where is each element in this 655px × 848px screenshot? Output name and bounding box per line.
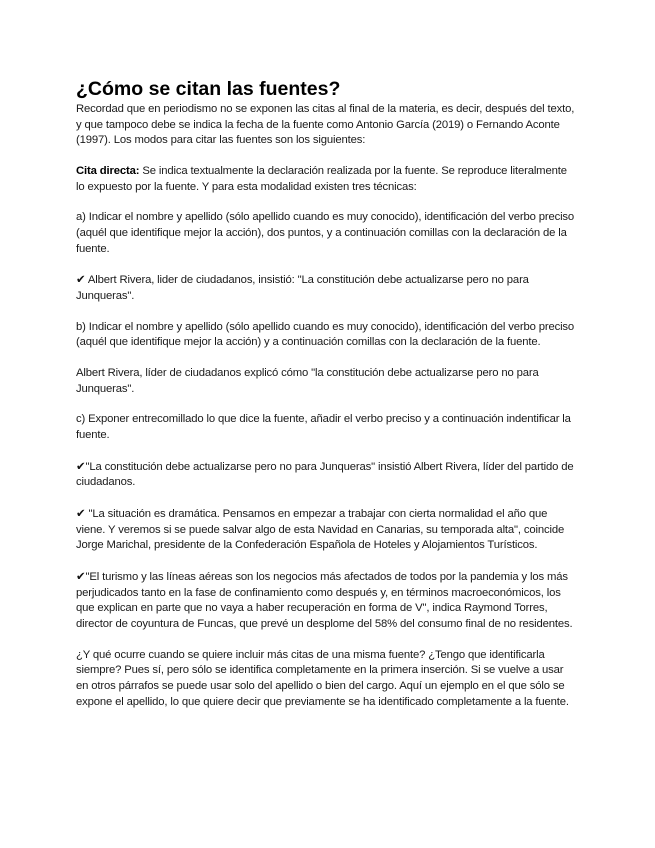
example-b-paragraph: Albert Rivera, líder de ciudadanos explicó cómo "la constitución debe actualizarse pero no para Junqueras". [76,367,539,395]
check-mark-icon: ✔ [76,506,86,521]
technique-a-paragraph: a) Indicar el nombre y apellido (sólo apellido cuando es muy conocido), identificación del verbo preciso (aquél que identifique mejor la acción), dos puntos, y a continuación comillas con la declaración de la fuente. [76,211,575,255]
example-c3-text: "El turismo y las líneas aéreas son los negocios más afectados de todos por la pandemia y los más perjudicados tanto en la fase de confinamiento como después y, en términos macroeconómicos, los que explican en parte que no vaya a haber recuperación en forma de V", indica Raymond Torres, director de coyuntura de Funcas, que prevé un desplome del 58% del consumo final de no residentes. [76,571,573,630]
intro-paragraph: Recordad que en periodismo no se exponen las citas al final de la materia, es decir, después del texto, y que tampoco debe se indica la fecha de la fuente como Antonio García (2019) o Fernando Aconte (1997). Los modos para citar las fuentes son los siguientes: [76,103,575,147]
direct-citation-paragraph [76,164,578,195]
document-page [76,78,578,725]
example-a-paragraph [76,272,578,304]
example-c2-paragraph [76,506,578,554]
technique-c-paragraph: c) Exponer entrecomillado lo que dice la fuente, añadir el verbo preciso y a continuación indentificar la fuente. [76,413,571,442]
check-mark-icon: ✔ [76,458,86,473]
technique-b-paragraph: b) Indicar el nombre y apellido (sólo apellido cuando es muy conocido), identificación del verbo preciso (aquél que identifique mejor la acción) y a continuación comillas con la declaración de la fuente. [76,320,575,349]
example-c1-text: "La constitución debe actualizarse pero no para Junqueras" insistió Albert Rivera, líder del partido de ciudadanos. [76,460,574,489]
direct-citation-label: Cita directa: [76,164,140,177]
document-title: ¿Cómo se citan las fuentes? [76,78,341,100]
check-mark-icon: ✔ [76,569,86,584]
example-c1-paragraph [76,459,578,491]
example-c2-text: "La situación es dramática. Pensamos en empezar a trabajar con cierta normalidad el año que viene. Y veremos si se puede salvar algo de esta Navidad en Canarias, su temporada alta", coincide Jorge Marichal, presidente de la Confederación Española de Hoteles y Alojamientos Turísticos. [76,508,565,552]
direct-citation-text: Se indica textualmente la declaración realizada por la fuente. Se reproduce literalmente lo expuesto por la fuente. Y para esta modalidad existen tres técnicas: [76,164,567,193]
check-mark-icon: ✔ [76,272,86,287]
closing-paragraph: ¿Y qué ocurre cuando se quiere incluir más citas de una misma fuente? ¿Tengo que identificarla siempre? Pues sí, pero sólo se identifica completamente en la primera inserción. Si se vuelve a usar en otros párrafos se puede usar solo del apellido o bien del cargo. Aquí un ejemplo en el que sólo se expone el apellido, lo que quiere decir que previamente se ha identificado completamente a la fuente. [76,648,569,708]
example-a-text: Albert Rivera, lider de ciudadanos, insistió: "La constitución debe actualizarse pero no para Junqueras". [76,274,529,302]
example-c3-paragraph [76,569,578,632]
